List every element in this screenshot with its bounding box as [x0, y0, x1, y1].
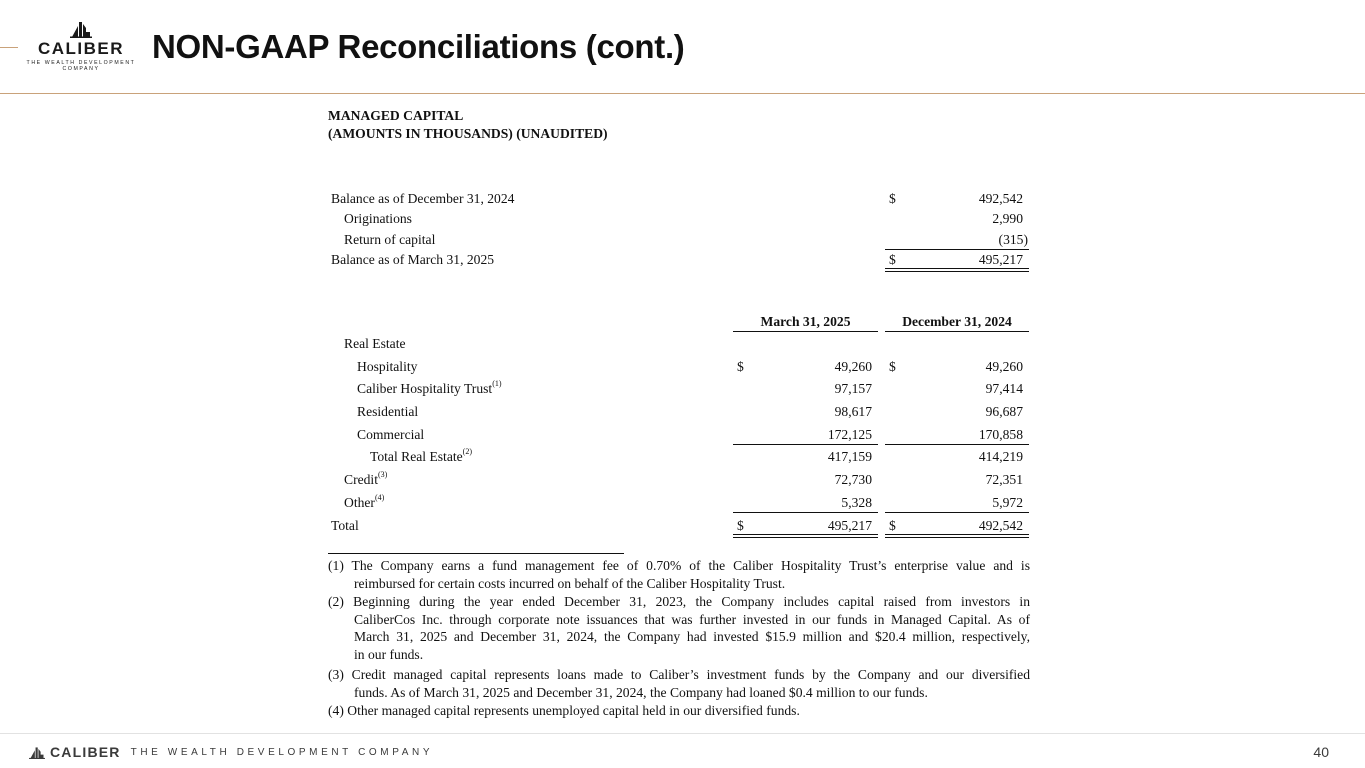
column-header-dec-2024: December 31, 2024: [902, 314, 1012, 329]
subtotal-rule: [885, 444, 1029, 445]
row-label: Originations: [344, 211, 412, 226]
breakdown-row: [328, 449, 1030, 467]
december-value: 72,351: [985, 472, 1023, 487]
accent-line: [0, 47, 18, 48]
footnote-line: (4) Other managed capital represents unemployed capital held in our diversified funds.: [328, 703, 800, 718]
rollforward-row: [328, 191, 1030, 209]
december-value: 170,858: [978, 427, 1023, 442]
breakdown-row: [328, 404, 1030, 422]
row-value: (315): [998, 232, 1028, 247]
footnote-marker: (3): [377, 470, 388, 479]
footer-tagline: THE WEALTH DEVELOPMENT COMPANY: [130, 746, 434, 758]
row-label: Balance as of March 31, 2025: [331, 252, 495, 267]
footer-logo: [28, 745, 433, 759]
december-value: 96,687: [985, 404, 1023, 419]
row-value: 495,217: [978, 252, 1023, 267]
rollforward-row: [328, 232, 1030, 250]
total-rule-bottom: [885, 271, 1029, 272]
footnote-2: [328, 593, 1030, 663]
row-label: Total Real Estate$^{(2)}$: [370, 447, 472, 464]
footnote-3: [328, 666, 1030, 701]
footnote-line: (3) Credit managed capital represents loans made to Caliber’s investment funds by the Company and our diversified: [328, 667, 1030, 682]
caliber-logo: [24, 20, 138, 80]
page-title: NON-GAAP Reconciliations (cont.): [152, 28, 685, 65]
december-value: 5,972: [992, 495, 1023, 510]
building-logo-icon: [70, 20, 92, 38]
document-subheading: (AMOUNTS IN THOUSANDS) (UNAUDITED): [328, 126, 608, 141]
march-value: 98,617: [834, 404, 872, 419]
footnote-divider: [328, 553, 624, 554]
total-rule-bottom: [733, 537, 878, 538]
footnote-marker: (1): [492, 379, 502, 388]
column-header-rule: [885, 331, 1029, 332]
footnote-line: (1) The Company earns a fund management fee of 0.70% of the Caliber Hospitality Trust’s enterprise value and is: [328, 558, 1030, 573]
row-value: 2,990: [992, 211, 1023, 226]
breakdown-row: [328, 472, 1030, 490]
subtotal-rule: [733, 444, 878, 445]
march-value: 72,730: [834, 472, 872, 487]
logo-tagline-2: COMPANY: [62, 66, 100, 72]
subtotal-rule: [885, 249, 1029, 250]
footer-brand-name: CALIBER: [50, 744, 121, 760]
building-logo-icon: [28, 746, 46, 759]
december-value: 492,542: [978, 518, 1023, 533]
dollar-sign: $: [889, 191, 896, 206]
footnote-line: reimbursed for certain costs incurred on behalf of the Caliber Hospitality Trust.: [354, 575, 786, 591]
dollar-sign: $: [737, 359, 744, 374]
footnote-line: March 31, 2025 and December 31, 2024, the Company had invested $15.9 million and $20.4 million, respectively,: [354, 629, 1030, 645]
logo-name: CALIBER: [37, 39, 125, 58]
row-value: 492,542: [978, 191, 1023, 206]
march-value: 172,125: [827, 427, 872, 442]
footnote-line: CaliberCos Inc. through corporate note issuances that was further invested in our funds in Managed Capital. As of: [354, 611, 1030, 627]
subtotal-rule: [733, 512, 878, 513]
row-label: Caliber Hospitality Trust$^{(1)}$: [357, 379, 502, 396]
logo-tagline: THE WEALTH DEVELOPMENT: [26, 60, 136, 66]
row-label: Other$^{(4)}$: [344, 493, 385, 510]
subtotal-rule: [885, 512, 1029, 513]
page-number: 40: [1313, 744, 1329, 760]
slide-header: [0, 0, 1365, 94]
total-rule-top: [885, 534, 1029, 535]
breakdown-row: [328, 359, 1030, 377]
march-value: 97,157: [834, 381, 872, 396]
rollforward-row: [328, 211, 1030, 229]
footnote-marker: (4): [374, 493, 385, 502]
column-header-march-2025: March 31, 2025: [760, 314, 851, 329]
dollar-sign: $: [737, 518, 744, 533]
breakdown-row: [328, 427, 1030, 445]
dollar-sign: $: [889, 359, 896, 374]
footnote-1: [328, 557, 1030, 592]
slide-footer: [0, 733, 1365, 768]
december-value: 49,260: [985, 359, 1023, 374]
row-label: Total: [331, 518, 359, 533]
breakdown-row: [328, 495, 1030, 513]
column-header-rule: [733, 331, 878, 332]
row-label: Commercial: [357, 427, 425, 442]
footnote-4: [328, 702, 1030, 720]
document-heading: MANAGED CAPITAL: [328, 108, 464, 123]
total-rule-top: [733, 534, 878, 535]
march-value: 495,217: [827, 518, 872, 533]
breakdown-row: [328, 336, 1030, 354]
footnote-marker: (2): [462, 447, 472, 456]
row-label: Hospitality: [357, 359, 418, 374]
row-label: Balance as of December 31, 2024: [331, 191, 515, 206]
row-label: Residential: [357, 404, 419, 419]
december-value: 97,414: [985, 381, 1023, 396]
footnote-line: in our funds.: [354, 646, 424, 662]
row-label: Real Estate: [344, 336, 406, 351]
dollar-sign: $: [889, 518, 896, 533]
footnote-line: funds. As of March 31, 2025 and December 31, 2024, the Company had loaned $0.4 million to our funds.: [354, 684, 928, 700]
march-value: 49,260: [834, 359, 872, 374]
dollar-sign: $: [889, 252, 896, 267]
row-label: Return of capital: [344, 232, 436, 247]
row-label: Credit$^{(3)}$: [344, 470, 388, 487]
march-value: 417,159: [827, 449, 872, 464]
march-value: 5,328: [841, 495, 872, 510]
december-value: 414,219: [978, 449, 1023, 464]
total-rule-top: [885, 268, 1029, 269]
total-rule-bottom: [885, 537, 1029, 538]
breakdown-row: [328, 381, 1030, 399]
footnote-line: (2) Beginning during the year ended December 31, 2023, the Company includes capital raised from investors in: [328, 594, 1030, 609]
